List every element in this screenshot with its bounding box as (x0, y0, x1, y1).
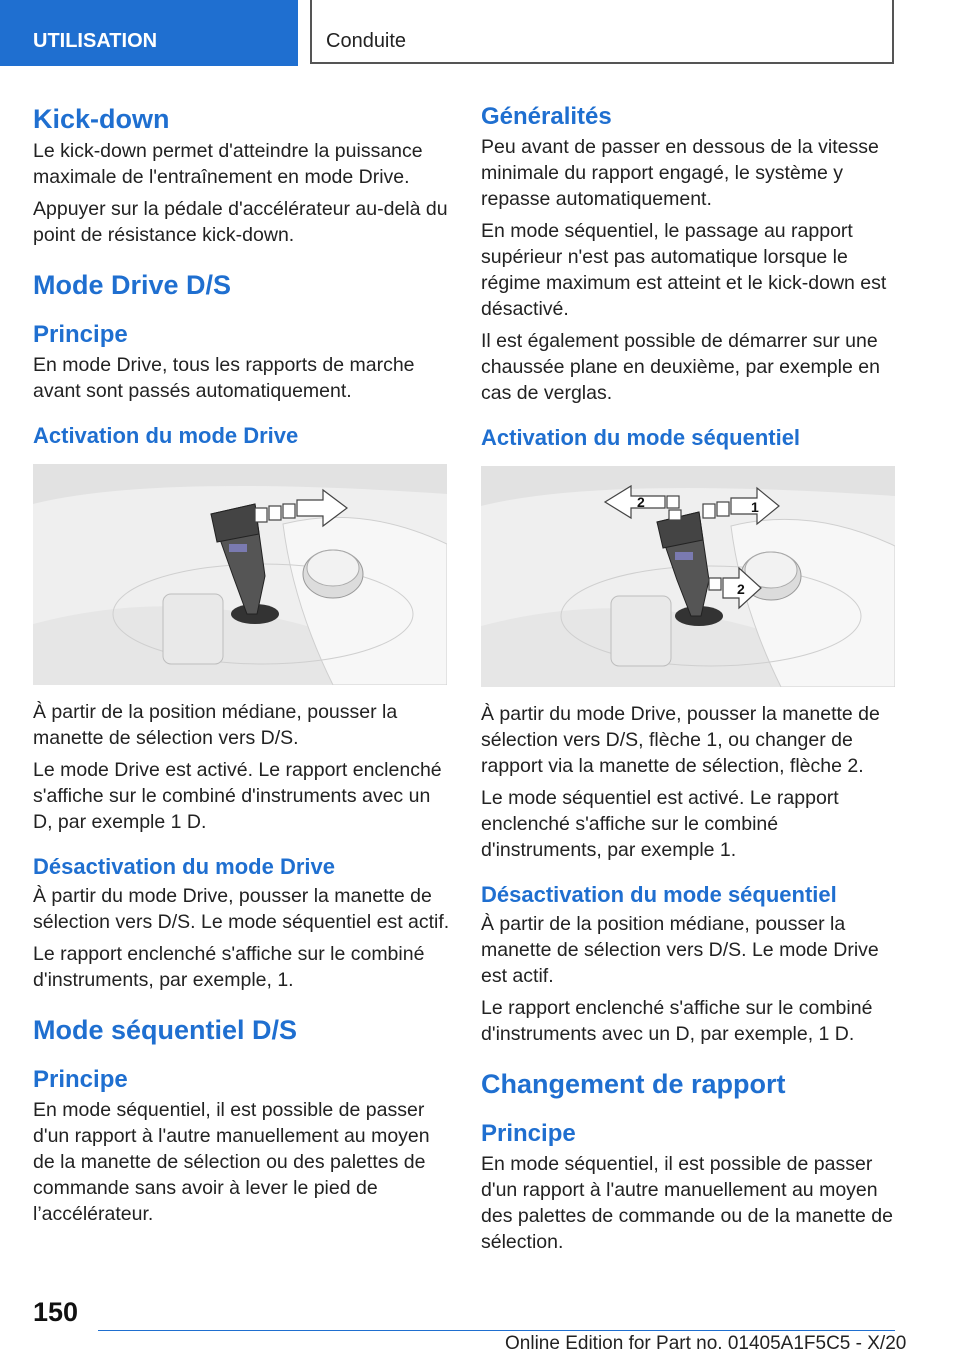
kickdown-heading: Kick-down (33, 104, 170, 134)
page-number: 150 (33, 1297, 79, 1327)
edition-note: Online Edition for Part no. 01405A1F5C5 - X/20 (505, 1333, 907, 1354)
general-text-2: En mode séquentiel, le passage au rapport supérieur n'est pas automatique lorsque le régime maximum est atteint et le kick-down est désactivé. (481, 220, 887, 320)
arrow-2-label-bottom: 2 (737, 581, 745, 597)
sequential-mode-heading: Mode séquentiel D/S (33, 1015, 298, 1045)
general-text-3: Il est également possible de démarrer sur une chaussée plane en deuxième, par exemple en cas de verglas. (481, 330, 880, 404)
sequential-activation-heading: Activation du mode séquentiel (481, 425, 801, 450)
sequential-deactivation-heading: Désactivation du mode séquentiel (481, 882, 837, 907)
drive-principe-heading: Principe (33, 321, 128, 348)
sequential-principe-text: En mode séquentiel, il est possible de passer d'un rapport à l'autre manuellement au moyen de la manette de sélection ou des palettes de commande sans avoir à lever le pied de l’accélérateur. (33, 1099, 430, 1225)
sequential-deactivation-text-2: Le rapport enclenché s'affiche sur le combiné d'instruments avec un D, par exemple, 1 D. (481, 997, 873, 1045)
footer-divider (98, 1330, 895, 1331)
sequential-activation-text-2: Le mode séquentiel est activé. Le rapport enclenché s'affiche sur le combiné d'instruments, par exemple 1. (481, 787, 839, 861)
general-text-1: Peu avant de passer en dessous de la vitesse minimale du rapport engagé, le système y repasse automatiquement. (481, 136, 879, 210)
drive-mode-heading: Mode Drive D/S (33, 270, 232, 300)
gear-change-principe-text: En mode séquentiel, il est possible de passer d'un rapport à l'autre manuellement au moyen des palettes de commande ou de la manette de sélection. (481, 1153, 893, 1253)
drive-principe-text: En mode Drive, tous les rapports de marche avant sont passés automatiquement. (33, 354, 415, 402)
general-heading: Généralités (481, 103, 612, 130)
drive-deactivation-text-2: Le rapport enclenché s'affiche sur le combiné d'instruments, par exemple, 1. (33, 943, 425, 991)
gear-change-principe-heading: Principe (481, 1120, 576, 1147)
section-tab: UTILISATION (0, 0, 298, 66)
drive-deactivation-heading: Désactivation du mode Drive (33, 854, 335, 879)
gear-selector-drive-illustration (33, 464, 447, 685)
right-column (481, 100, 899, 1261)
drive-activation-text-2: Le mode Drive est activé. Le rapport enclenché s'affiche sur le combiné d'instruments avec un D, par exemple 1 D. (33, 759, 442, 833)
gear-change-heading: Changement de rapport (481, 1069, 786, 1099)
drive-deactivation-text-1: À partir du mode Drive, pousser la manette de sélection vers D/S. Le mode séquentiel est actif. (33, 885, 450, 933)
sequential-activation-text-1: À partir du mode Drive, pousser la manette de sélection vers D/S, flèche 1, ou changer de rapport via la manette de sélection, flèche 2. (481, 703, 880, 777)
page-header (0, 0, 960, 66)
kickdown-text-2: Appuyer sur la pédale d'accélérateur au-delà du point de résistance kick-down. (33, 198, 448, 246)
arrow-2-label-top: 2 (637, 494, 645, 510)
sequential-principe-heading: Principe (33, 1066, 128, 1093)
drive-activation-text-1: À partir de la position médiane, pousser la manette de sélection vers D/S. (33, 701, 398, 749)
chapter-tab: Conduite (310, 0, 894, 64)
gear-selector-sequential-illustration (481, 466, 895, 687)
drive-activation-heading: Activation du mode Drive (33, 423, 299, 448)
left-column (33, 100, 451, 1233)
sequential-deactivation-text-1: À partir de la position médiane, pousser la manette de sélection vers D/S. Le mode Drive est actif. (481, 913, 879, 987)
kickdown-text-1: Le kick-down permet d'atteindre la puissance maximale de l'entraînement en mode Drive. (33, 140, 423, 188)
arrow-1-label: 1 (751, 499, 759, 515)
